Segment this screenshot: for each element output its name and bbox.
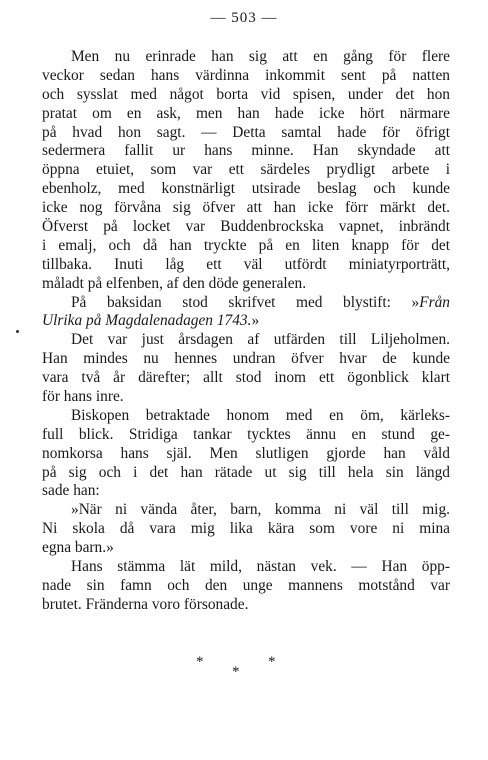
text-line-content: sedermera fallit ur hans minne. Han skyndade att (42, 142, 450, 160)
text-line-content: vara två år därefter; allt stod inom ett ögonblick klart (42, 369, 450, 387)
text-line-content: egna barn.» (42, 539, 114, 557)
body-text (42, 48, 450, 615)
text-line-content: veckor sedan hans värdinna inkommit sent på natten (42, 66, 450, 84)
text-line-content: Hans stämma lät mild, nästan vek. — Han öpp- (71, 558, 450, 576)
margin-mark (16, 330, 19, 333)
text-line-content: På baksidan stod skrifvet med blystift: » (71, 293, 420, 311)
text-line (42, 426, 450, 445)
text-line-content: pratat om en ask, men han hade icke hört närmare (42, 104, 450, 122)
closing-quote: » (251, 312, 260, 330)
italic-text: Ulrika på Magdalenadagen 1743. (42, 312, 252, 330)
text-line (42, 48, 450, 67)
text-line (42, 218, 450, 237)
text-line (42, 388, 450, 407)
text-line-content: och sysslat med något borta vid spisen, under det hon (42, 85, 450, 103)
text-line-content: för hans inre. (42, 388, 124, 406)
text-line (42, 539, 450, 558)
text-line (42, 350, 450, 369)
text-line-content: ebenholz, med konstnärligt utsirade beslag och kunde (42, 180, 450, 198)
text-line-content: icke nog förvåna sig öfver att han icke förr märkt det. (42, 199, 450, 217)
text-line (42, 294, 450, 313)
text-line (42, 199, 450, 218)
text-line-content: öppna etuiet, som var ett särdeles prydligt arbete i (42, 161, 450, 179)
text-line-content: Han mindes nu hennes undran öfver hvar de kunde (42, 350, 450, 368)
text-line (42, 105, 450, 124)
text-line-content: nomkorsa hans själ. Men slutligen gjorde han våld (42, 444, 450, 462)
text-line-content: på sig och i det han rätade ut sig till hela sin längd (42, 463, 450, 481)
text-line (42, 67, 450, 86)
text-line (42, 275, 450, 294)
text-line (42, 501, 450, 520)
text-line (42, 124, 450, 143)
italic-text: Från (419, 293, 450, 311)
text-line-content: sade han: (42, 482, 100, 500)
text-line (42, 86, 450, 105)
text-line (42, 312, 450, 331)
text-line-content: Öfverst på locket var Buddenbrockska vapnet, inbrändt (42, 218, 450, 236)
text-line (42, 464, 450, 483)
text-line (42, 558, 450, 577)
text-line (42, 596, 450, 615)
text-line (42, 142, 450, 161)
text-line (42, 445, 450, 464)
text-line-content: »När ni vända åter, barn, komma ni väl till mig. (71, 501, 450, 519)
text-line (42, 407, 450, 426)
text-line-content: nade sin famn och den unge mannens motstånd var (42, 576, 450, 594)
text-line (42, 180, 450, 199)
section-break-ornament (0, 654, 488, 684)
text-line (42, 369, 450, 388)
text-line (42, 482, 450, 501)
text-line (42, 577, 450, 596)
text-line-content: i emalj, och då han tryckte på en liten knapp för det (42, 236, 450, 254)
text-line-content: måladt på elfenben, af den döde generalen. (42, 274, 307, 292)
ornament-star: * (232, 664, 240, 680)
text-line (42, 256, 450, 275)
text-line-content: Biskopen betraktade honom med en öm, kärleks- (71, 406, 450, 424)
text-line (42, 237, 450, 256)
text-line-content: full blick. Stridiga tankar tycktes ännu en stund ge- (42, 425, 450, 443)
text-line-content: Ni skola då vara mig lika kära som vore ni mina (42, 520, 450, 538)
text-line-content: på hvad hon sagt. — Detta samtal hade för öfrigt (42, 123, 450, 141)
text-line (42, 331, 450, 350)
text-line-content: Men nu erinrade han sig att en gång för flere (71, 48, 450, 65)
text-line-content: Det var just årsdagen af utfärden till Liljeholmen. (71, 331, 450, 349)
ornament-star: * (268, 654, 276, 670)
ornament-star: * (196, 654, 204, 670)
text-line (42, 520, 450, 539)
page-number: — 503 — (210, 10, 278, 26)
text-line-content: tillbaka. Inuti låg ett väl utfördt miniatyrporträtt, (42, 255, 450, 273)
text-line-content: brutet. Fränderna voro försonade. (42, 595, 249, 613)
text-line (42, 161, 450, 180)
